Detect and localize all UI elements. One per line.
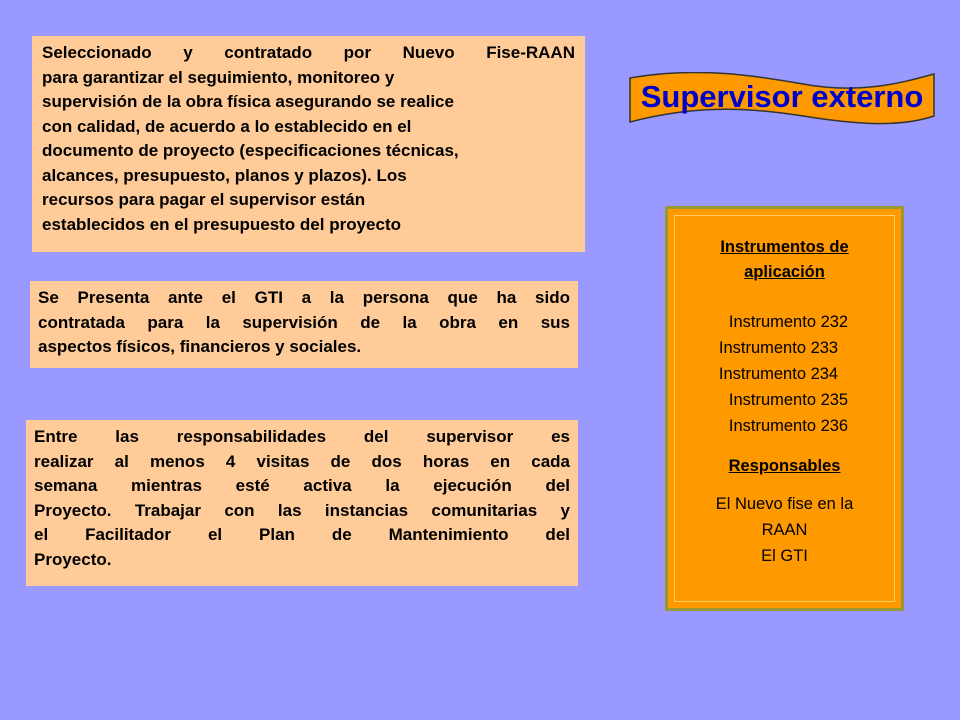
instruments-title-line: aplicación <box>744 263 825 281</box>
box2-line: aspectos físicos, financieros y sociales. <box>38 337 362 356</box>
box1-line: recursos para pagar el supervisor están <box>42 190 366 209</box>
instrument-item: Instrumento 234 <box>718 365 839 383</box>
banner-title: Supervisor externo <box>640 79 924 114</box>
box2-line: contratada para la supervisión de la obra en sus <box>38 312 570 332</box>
box1-line: para garantizar el seguimiento, monitoreo y <box>42 67 395 87</box>
box3-line: Proyecto. <box>34 549 112 569</box>
instrument-item: Instrumento 236 <box>728 417 849 435</box>
selection-description-box <box>32 36 585 252</box>
responsibilities-box <box>26 420 578 586</box>
responsable-item: RAAN <box>761 521 808 539</box>
box3-line: Proyecto. Trabajar con las instancias comunitarias y <box>34 500 570 520</box>
instruments-title-line: Instrumentos de <box>720 238 849 256</box>
box1-line: Seleccionado y contratado por Nuevo Fise-RAAN <box>42 43 575 62</box>
instrument-item: Instrumento 233 <box>718 339 839 357</box>
box3-line: el Facilitador el Plan de Mantenimiento del <box>34 525 570 544</box>
instruments-inner-frame <box>674 215 895 602</box>
instruments-title <box>675 235 894 285</box>
instrument-item: Instrumento 235 <box>728 391 849 409</box>
box3-line: semana mientras esté activa la ejecución del <box>34 476 570 495</box>
box1-line: alcances, presupuesto, planos y plazos). Los <box>42 165 407 185</box>
box1-line: supervisión de la obra física asegurando se realice <box>42 92 454 111</box>
box1-line: documento de proyecto (especificaciones técnicas, <box>42 141 459 160</box>
box3-line: realizar al menos 4 visitas de dos horas en cada <box>34 451 570 471</box>
presentation-box <box>30 281 578 368</box>
box2-line: Se Presenta ante el GTI a la persona que ha sido <box>38 288 570 307</box>
instrument-item: Instrumento 232 <box>728 313 849 331</box>
box3-line: Entre las responsabilidades del supervisor es <box>34 427 570 446</box>
box1-line: con calidad, de acuerdo a lo establecido en el <box>42 116 412 136</box>
instruments-panel <box>665 206 904 611</box>
responsables-label: Responsables <box>728 457 841 475</box>
responsable-item: El Nuevo fise en la <box>715 495 854 513</box>
responsable-item: El GTI <box>761 547 808 565</box>
box1-line: establecidos en el presupuesto del proyecto <box>42 214 401 234</box>
